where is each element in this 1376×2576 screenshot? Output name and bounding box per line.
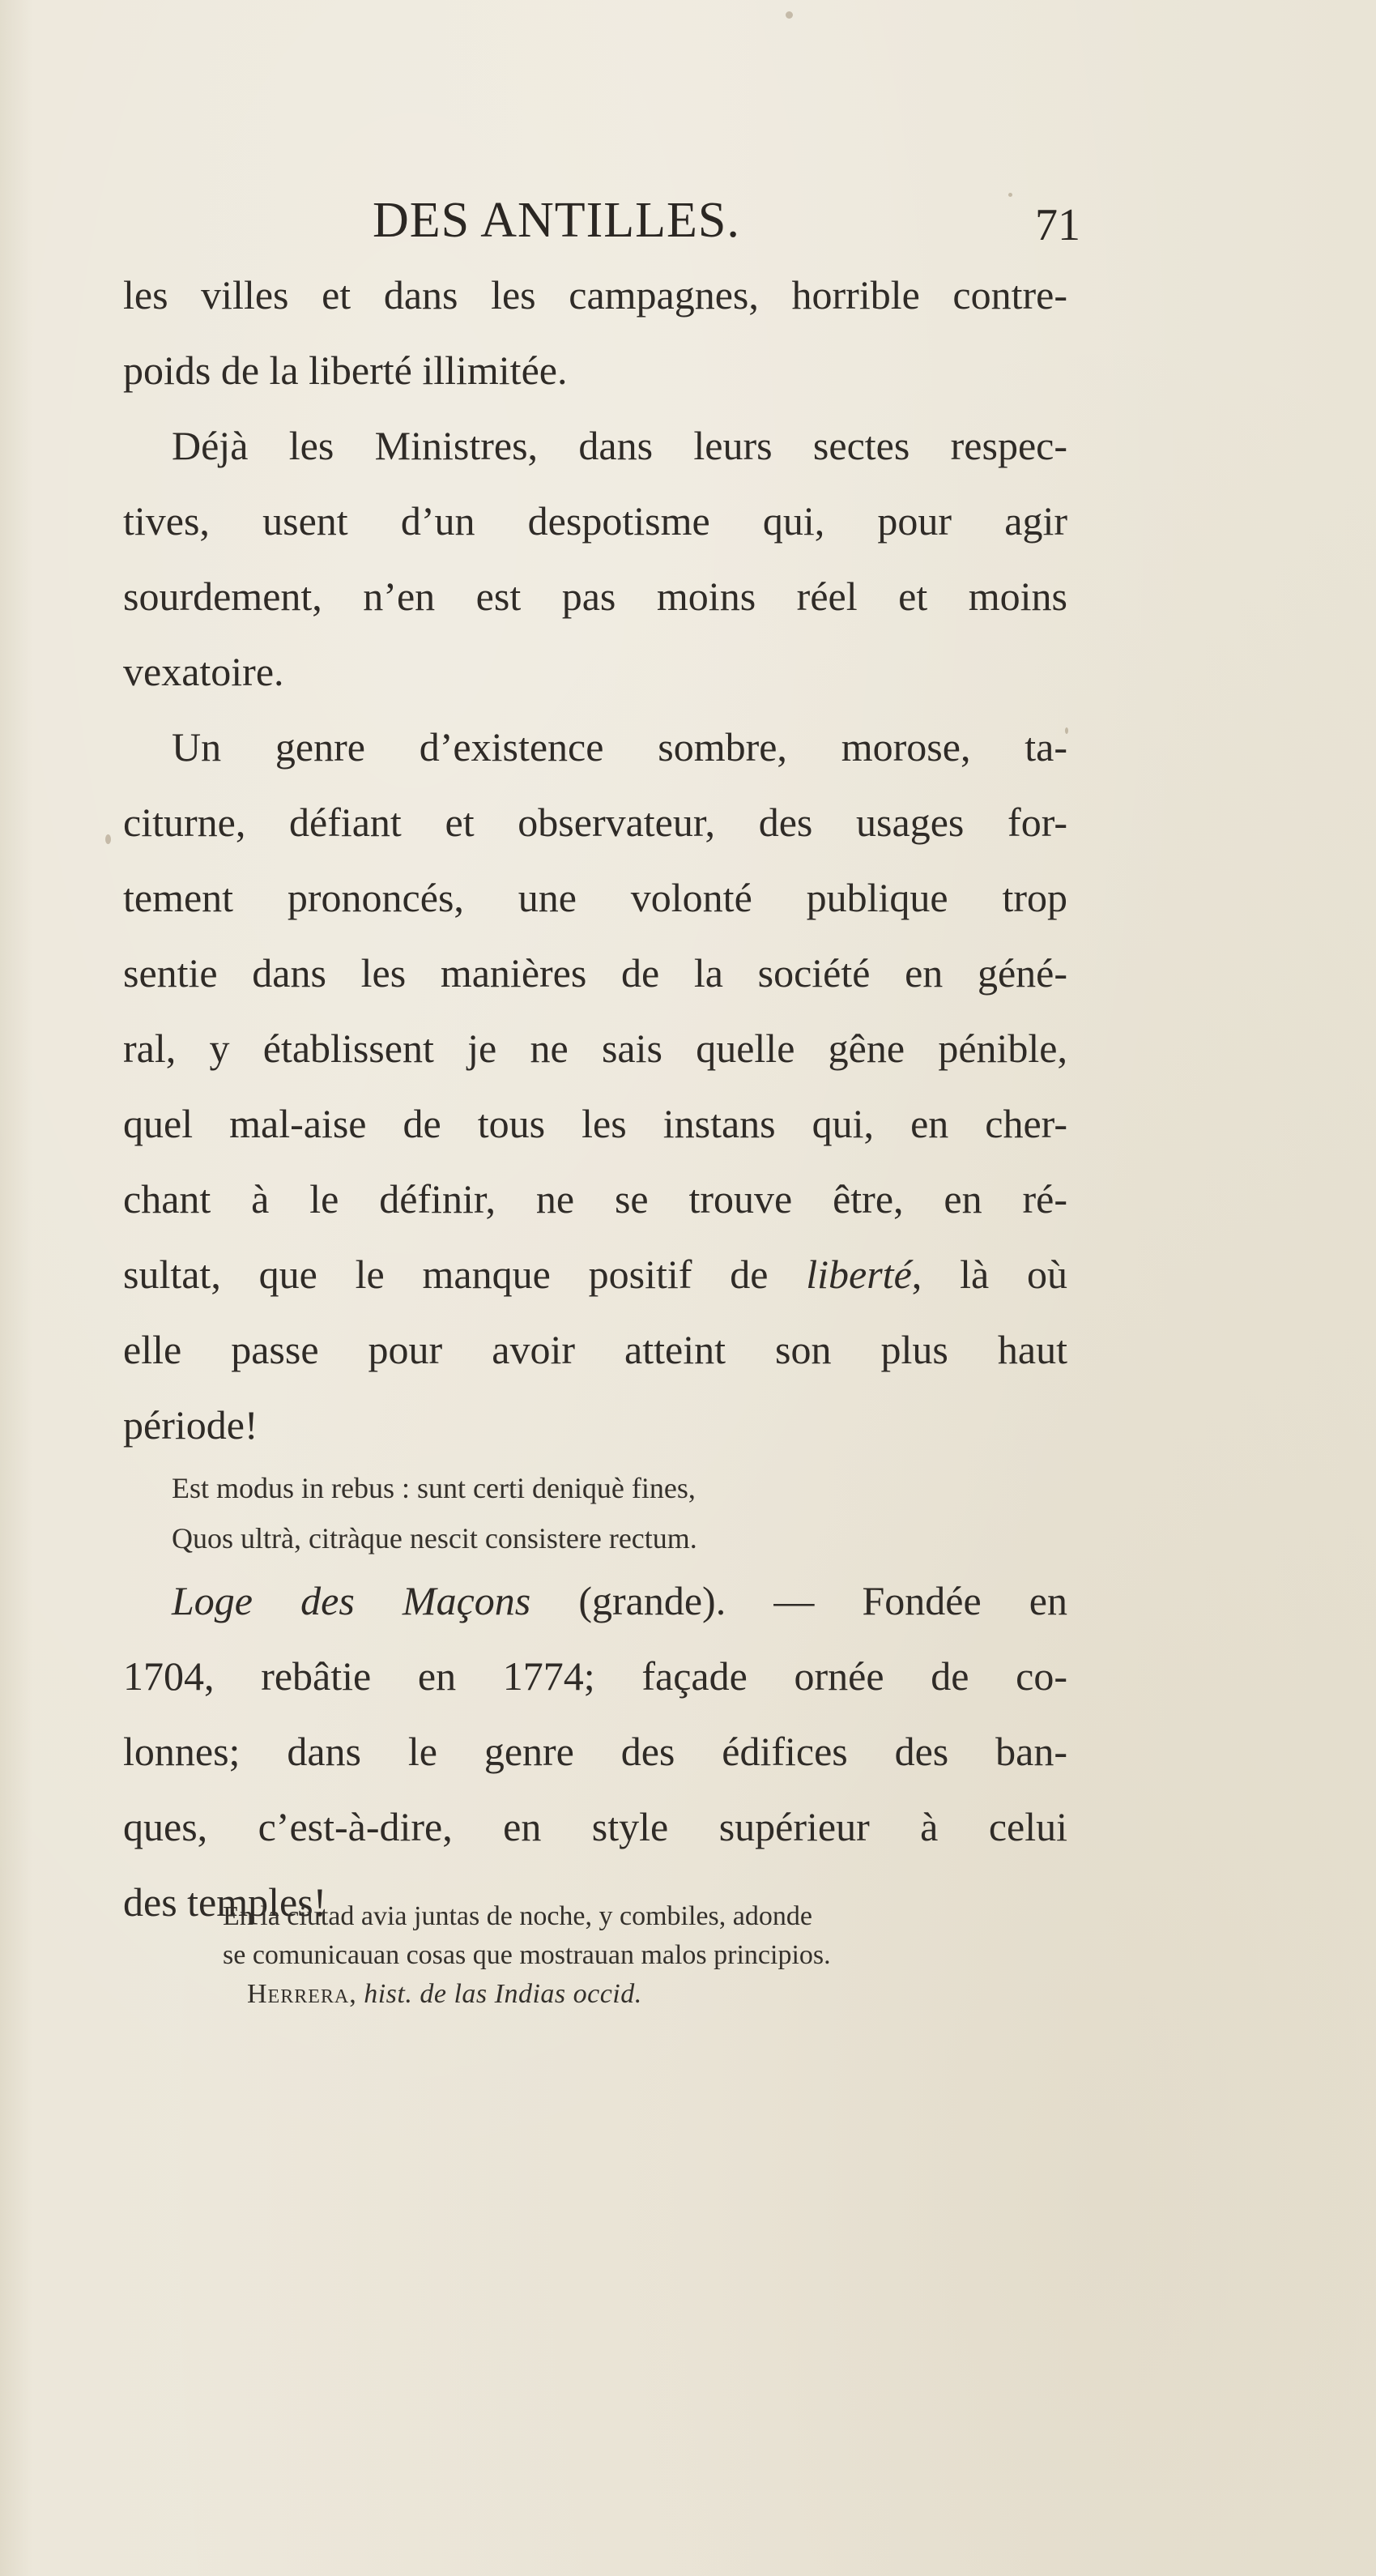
text-line <box>123 1563 1067 1639</box>
text-line: des temples! <box>123 1879 327 1925</box>
main-text <box>123 258 1067 1940</box>
entry-title: Loge des Maçons <box>172 1578 531 1623</box>
text-line: citurne, défiant et observateur, des usages for- <box>123 800 1067 845</box>
text-line: ral, y établissent je ne sais quelle gêne pénible, <box>123 1026 1067 1071</box>
text-line: les villes et dans les campagnes, horrible contre- <box>123 272 1067 318</box>
page-number: 71 <box>1035 200 1080 250</box>
text-line <box>123 1237 1067 1312</box>
citation-line: se comunicauan cosas que mostrauan malos principios. <box>223 1940 831 1970</box>
text-line: sentie dans les manières de la société en géné- <box>123 950 1067 996</box>
citation-work: hist. de las Indias occid. <box>364 1979 642 2009</box>
paper-speck <box>105 834 111 844</box>
text-fragment: (grande). — Fondée en <box>530 1578 1067 1623</box>
quote-line: Est modus in rebus : sunt certi deniquè fines, <box>172 1472 696 1504</box>
text-line: Déjà les Ministres, dans leurs sectes respec- <box>172 423 1067 468</box>
text-fragment: sultat, que le manque positif de <box>123 1252 807 1297</box>
text-fragment: , là où <box>911 1252 1067 1297</box>
italic-word: liberté <box>806 1252 912 1297</box>
citation-author: Herrera <box>247 1979 350 2009</box>
text-line: 1704, rebâtie en 1774; façade ornée de co- <box>123 1653 1067 1699</box>
text-line: lonnes; dans le genre des édifices des ban- <box>123 1729 1067 1774</box>
text-line: période! <box>123 1402 258 1448</box>
paper-speck <box>786 11 793 19</box>
citation-block <box>223 1897 1073 2014</box>
quote-line: Quos ultrà, citràque nescit consistere rectum. <box>172 1522 697 1555</box>
text-line: sourdement, n’en est pas moins réel et moins <box>123 574 1067 619</box>
text-fragment: , <box>349 1979 364 2009</box>
latin-quote <box>123 1463 1067 1563</box>
text-line: Un genre d’existence sombre, morose, ta- <box>172 724 1067 770</box>
text-line: poids de la liberté illimitée. <box>123 348 568 393</box>
paper-speck <box>1065 727 1068 734</box>
running-head: DES ANTILLES. <box>373 193 740 248</box>
text-line: ques, c’est-à-dire, en style supérieur à celui <box>123 1804 1067 1849</box>
text-line: quel mal-aise de tous les instans qui, en cher- <box>123 1101 1067 1146</box>
text-line: vexatoire. <box>123 649 284 694</box>
citation-line: En la ciutad avia juntas de noche, y combiles, adonde <box>223 1901 812 1931</box>
text-line: chant à le définir, ne se trouve être, en ré- <box>123 1176 1067 1222</box>
text-line: tement prononcés, une volonté publique trop <box>123 875 1067 920</box>
text-line: elle passe pour avoir atteint son plus haut <box>123 1327 1067 1372</box>
text-line: tives, usent d’un despotisme qui, pour agir <box>123 498 1067 544</box>
page-header <box>373 188 1080 253</box>
citation-attribution <box>223 1975 1073 2014</box>
paper-speck <box>1008 193 1012 197</box>
